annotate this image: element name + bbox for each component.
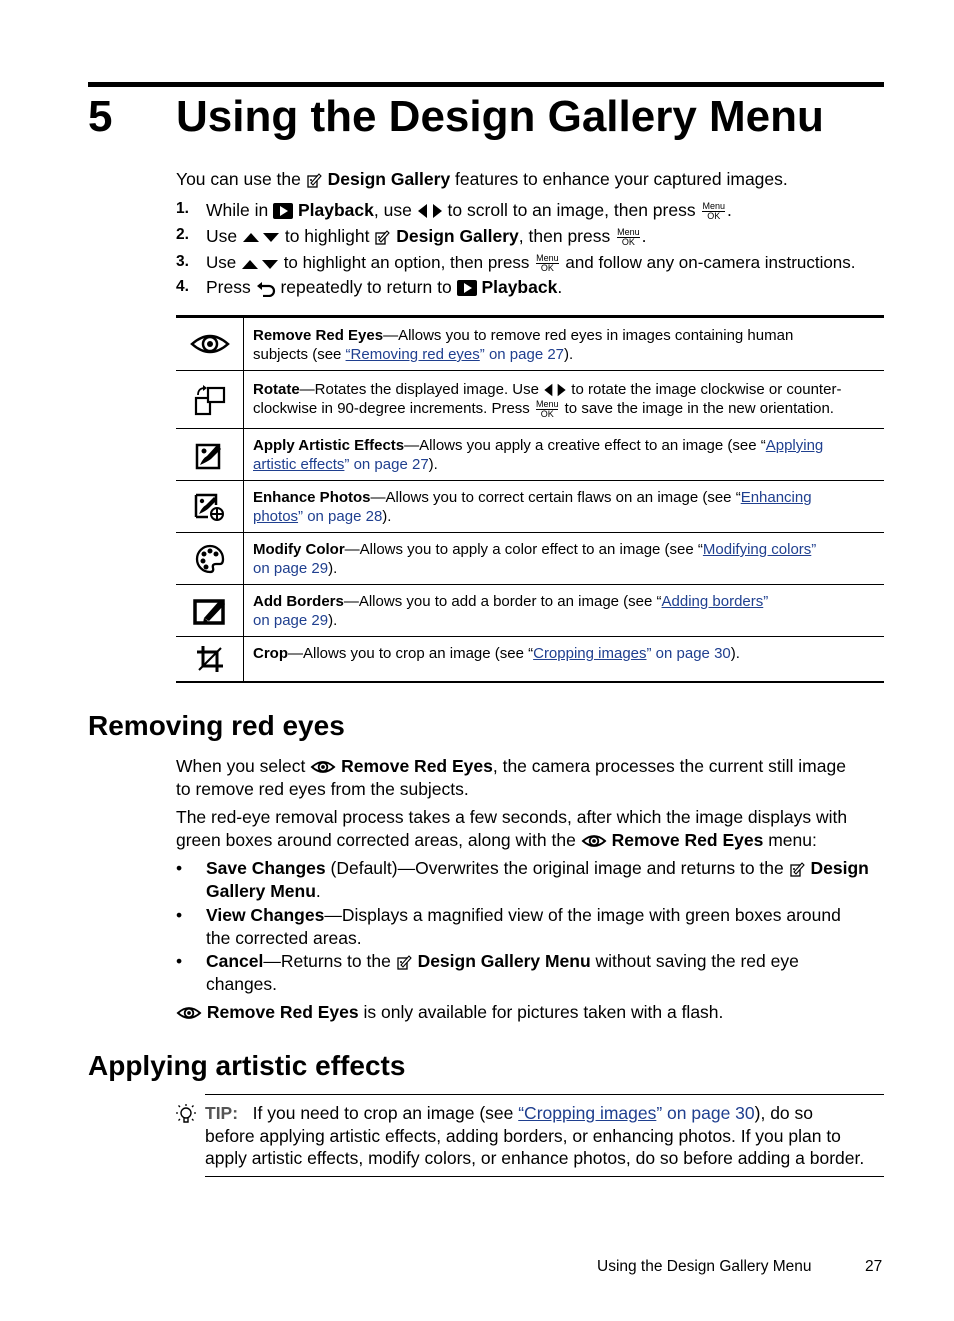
section-heading: Applying artistic effects	[88, 1050, 406, 1081]
section-heading: Removing red eyes	[88, 710, 345, 741]
table-row-text: Enhance Photos—Allows you to correct certain flaws on an image (see “Enhancing photos” on page 28).	[253, 489, 812, 525]
left-right-arrows-icon	[543, 382, 567, 398]
up-down-arrows-icon	[242, 230, 280, 244]
menu-ok-icon: Menu OK	[536, 253, 559, 274]
step-text: Use to highlight Design Gallery, then press Menu OK .	[206, 226, 647, 247]
step-text: Use to highlight an option, then press Menu OK and follow any on-camera instructions.	[206, 253, 856, 274]
eye-icon	[310, 759, 336, 775]
applying-artistic-effects-link[interactable]: Applying	[765, 437, 824, 454]
chapter-rule	[88, 82, 884, 87]
left-right-arrows-icon	[417, 202, 443, 220]
eye-icon	[190, 331, 230, 357]
tip-label: TIP:	[205, 1103, 239, 1123]
table-column-divider	[243, 317, 244, 682]
table-row-text: Rotate—Rotates the displayed image. Use to rotate the image clockwise or counter- clockwise in 90-degree increments. Press Menu OK to save the image in the new orientation.	[253, 381, 842, 419]
step-number: 3.	[176, 253, 189, 270]
table-icon-cell	[176, 318, 243, 370]
chapter-title: Using the Design Gallery Menu	[176, 92, 824, 141]
note-paragraph: Remove Red Eyes is only available for pictures taken with a flash.	[176, 1001, 723, 1023]
table-top-rule	[176, 315, 884, 318]
artistic-effects-icon	[195, 440, 225, 470]
back-arrow-icon	[256, 279, 276, 297]
design-gallery-icon	[306, 172, 323, 189]
tip-top-rule	[205, 1094, 884, 1095]
paragraph: When you select Remove Red Eyes, the camera processes the current still image to remove red eyes from the subjects.	[176, 756, 846, 799]
applying-artistic-effects-link[interactable]: artistic effects” on page 27	[253, 456, 429, 473]
list-item: Save Changes (Default)—Overwrites the original image and returns to the Design Gallery Menu.	[206, 858, 869, 901]
bullet: •	[176, 951, 183, 971]
menu-ok-icon: Menu OK	[702, 200, 725, 221]
enhancing-photos-link[interactable]: photos” on page 28	[253, 508, 383, 525]
tip-bottom-rule	[205, 1176, 884, 1177]
eye-icon	[581, 833, 607, 849]
adding-borders-link[interactable]: Adding borders”	[661, 593, 769, 610]
playback-icon	[273, 203, 293, 219]
enhance-photos-icon	[194, 491, 226, 523]
up-down-arrows-icon	[241, 257, 279, 271]
design-gallery-icon	[396, 954, 413, 971]
step-number: 4.	[176, 278, 189, 295]
table-bottom-rule	[176, 681, 884, 683]
table-row-divider	[176, 636, 884, 637]
palette-icon	[195, 544, 225, 574]
bullet: •	[176, 905, 183, 925]
table-icon-cell	[176, 637, 243, 681]
cropping-images-link[interactable]: “Cropping images” on page 30	[518, 1103, 755, 1123]
table-row-divider	[176, 480, 884, 481]
table-row-divider	[176, 584, 884, 585]
bullet: •	[176, 858, 183, 878]
step-number: 2.	[176, 226, 189, 243]
menu-ok-icon: Menu OK	[535, 398, 559, 419]
table-icon-cell	[176, 429, 243, 480]
step-number: 1.	[176, 200, 189, 217]
table-row-text: Remove Red Eyes—Allows you to remove red eyes in images containing human subjects (see “Removing red eyes” on page 27).	[253, 327, 794, 363]
table-row-divider	[176, 370, 884, 371]
menu-ok-icon: Menu OK	[617, 226, 640, 247]
modifying-colors-link[interactable]: Modifying colors”	[702, 541, 817, 558]
crop-icon	[195, 644, 225, 674]
table-icon-cell	[176, 371, 243, 428]
lightbulb-icon	[175, 1103, 197, 1127]
step-text: While in Playback, use to scroll to an image, then press Menu OK .	[206, 200, 732, 221]
list-item: View Changes—Displays a magnified view of the image with green boxes around the corrected areas.	[206, 905, 841, 948]
tip-text: TIP: If you need to crop an image (see “Cropping images” on page 30), do so before applying artistic effects, adding borders, or enhancing photos. If you plan to apply artistic effects, modify colors, or enhance photos, do so before adding a border.	[205, 1103, 865, 1168]
table-row-divider	[176, 532, 884, 533]
design-gallery-icon	[789, 861, 806, 878]
list-item: Cancel—Returns to the Design Gallery Menu without saving the red eye changes.	[206, 951, 799, 994]
table-row-text: Add Borders—Allows you to add a border to an image (see “Adding borders” on page 29).	[253, 593, 769, 629]
step-text: Press repeatedly to return to Playback.	[206, 277, 563, 297]
table-row-text: Crop—Allows you to crop an image (see “Cropping images” on page 30).	[253, 645, 740, 662]
table-icon-cell	[176, 585, 243, 636]
table-icon-cell	[176, 533, 243, 584]
rotate-icon	[194, 384, 226, 416]
paragraph: The red-eye removal process takes a few seconds, after which the image displays with green boxes around corrected areas, along with the Remove Red Eyes menu:	[176, 807, 848, 850]
removing-red-eyes-link[interactable]: “Removing red eyes” on page 27	[345, 346, 565, 363]
table-row-text: Apply Artistic Effects—Allows you apply a creative effect to an image (see “Applying artistic effects” on page 27).	[253, 437, 824, 473]
enhancing-photos-link[interactable]: Enhancing	[740, 489, 812, 506]
eye-icon	[176, 1005, 202, 1021]
table-icon-cell	[176, 481, 243, 532]
cropping-images-link[interactable]: Cropping images” on page 30	[533, 645, 731, 662]
chapter-number: 5	[88, 92, 113, 141]
border-icon	[192, 596, 228, 626]
intro-paragraph: You can use the Design Gallery features to enhance your captured images.	[176, 169, 788, 189]
table-row-divider	[176, 428, 884, 429]
playback-icon	[457, 280, 477, 296]
table-row-text: Modify Color—Allows you to apply a color effect to an image (see “Modifying colors” on page 29).	[253, 541, 817, 577]
footer-title: Using the Design Gallery Menu	[597, 1258, 812, 1275]
design-gallery-icon	[374, 229, 391, 246]
page-number: 27	[865, 1258, 883, 1275]
